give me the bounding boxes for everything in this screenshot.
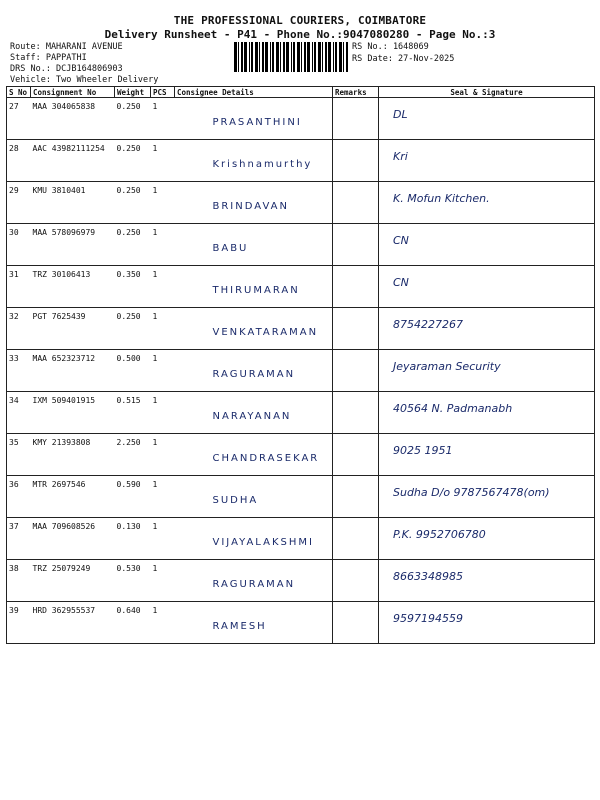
runsheet-title: Delivery Runsheet - P41 - Phone No.:9047080280 - Page No.:3 [104, 28, 496, 41]
table-row [7, 224, 595, 266]
table-row [7, 308, 595, 350]
row-consignment-no: MAA 652323712 [31, 350, 115, 392]
row-pcs: 1 [151, 392, 175, 434]
barcode-image [234, 42, 348, 72]
row-seal-signature [379, 308, 595, 350]
handwritten-consignee-name: NARAYANAN [212, 411, 292, 422]
handwritten-signature: 8663348985 [393, 570, 463, 583]
row-consignment-no: MAA 578096979 [31, 224, 115, 266]
col-header-pcs: PCS [151, 87, 175, 98]
handwritten-consignee-name: VIJAYALAKSHMI [212, 537, 314, 548]
row-consignee-details [175, 602, 333, 644]
row-consignee-details [175, 476, 333, 518]
row-sno: 29 [7, 182, 31, 224]
row-weight: 2.250 [115, 434, 151, 476]
row-weight: 0.130 [115, 518, 151, 560]
runsheet-table [6, 86, 595, 644]
row-consignment-no: AAC 43982111254 [31, 140, 115, 182]
rs-number: RS No.: 1648069 [352, 42, 429, 52]
row-consignment-no: MAA 304065838 [31, 98, 115, 140]
col-header-remarks: Remarks [333, 87, 379, 98]
row-weight: 0.350 [115, 266, 151, 308]
row-consignee-details [175, 518, 333, 560]
handwritten-consignee-name: VENKATARAMAN [212, 327, 319, 338]
handwritten-consignee-name: RAGURAMAN [212, 369, 296, 380]
row-consignment-no: HRD 362955537 [31, 602, 115, 644]
row-consignment-no: TRZ 30106413 [31, 266, 115, 308]
row-pcs: 1 [151, 308, 175, 350]
row-remarks [333, 602, 379, 644]
table-row [7, 182, 595, 224]
row-consignee-details [175, 434, 333, 476]
handwritten-signature: Jeyaraman Security [393, 360, 501, 373]
row-consignee-details [175, 182, 333, 224]
row-seal-signature [379, 476, 595, 518]
row-remarks [333, 266, 379, 308]
row-sno: 34 [7, 392, 31, 434]
table-row [7, 560, 595, 602]
row-remarks [333, 224, 379, 266]
row-seal-signature [379, 182, 595, 224]
handwritten-consignee-name: Krishnamurthy [212, 159, 313, 170]
row-consignment-no: KMY 21393808 [31, 434, 115, 476]
row-pcs: 1 [151, 266, 175, 308]
handwritten-signature: CN [393, 276, 409, 289]
table-row [7, 392, 595, 434]
row-seal-signature [379, 560, 595, 602]
row-consignee-details [175, 224, 333, 266]
table-row [7, 350, 595, 392]
drs-label: DRS No.: DCJB164806903 [10, 64, 123, 74]
row-seal-signature [379, 350, 595, 392]
staff-label: Staff: PAPPATHI [10, 53, 87, 63]
row-pcs: 1 [151, 224, 175, 266]
row-consignee-details [175, 560, 333, 602]
col-header-sno: S No [7, 87, 31, 98]
row-seal-signature [379, 224, 595, 266]
row-consignment-no: MTR 2697546 [31, 476, 115, 518]
row-sno: 28 [7, 140, 31, 182]
row-remarks [333, 560, 379, 602]
row-sno: 39 [7, 602, 31, 644]
row-sno: 37 [7, 518, 31, 560]
handwritten-consignee-name: THIRUMARAN [212, 285, 300, 296]
row-remarks [333, 434, 379, 476]
row-sno: 35 [7, 434, 31, 476]
row-remarks [333, 182, 379, 224]
row-pcs: 1 [151, 182, 175, 224]
row-sno: 31 [7, 266, 31, 308]
handwritten-consignee-name: PRASANTHINI [212, 117, 302, 128]
row-weight: 0.250 [115, 98, 151, 140]
row-remarks [333, 308, 379, 350]
row-sno: 33 [7, 350, 31, 392]
handwritten-signature: 9597194559 [393, 612, 463, 625]
handwritten-consignee-name: RAMESH [212, 621, 267, 632]
col-header-weight: Weight [115, 87, 151, 98]
col-header-seal: Seal & Signature [379, 87, 595, 98]
row-pcs: 1 [151, 602, 175, 644]
handwritten-signature: K. Mofun Kitchen. [393, 192, 490, 205]
row-seal-signature [379, 392, 595, 434]
handwritten-signature: Sudha D/o 9787567478(om) [393, 486, 550, 499]
table-row [7, 98, 595, 140]
row-seal-signature [379, 140, 595, 182]
row-remarks [333, 350, 379, 392]
row-weight: 0.250 [115, 224, 151, 266]
company-title: THE PROFESSIONAL COURIERS, COIMBATORE [173, 14, 427, 27]
row-consignment-no: MAA 709608526 [31, 518, 115, 560]
row-consignee-details [175, 350, 333, 392]
handwritten-signature: P.K. 9952706780 [393, 528, 486, 541]
row-consignment-no: IXM 509401915 [31, 392, 115, 434]
handwritten-consignee-name: CHANDRASEKAR [212, 453, 320, 464]
row-weight: 0.530 [115, 560, 151, 602]
handwritten-signature: 8754227267 [393, 318, 463, 331]
row-weight: 0.250 [115, 182, 151, 224]
row-weight: 0.590 [115, 476, 151, 518]
row-remarks [333, 392, 379, 434]
col-header-consignment: Consignment No [31, 87, 115, 98]
row-pcs: 1 [151, 98, 175, 140]
row-sno: 36 [7, 476, 31, 518]
table-row [7, 602, 595, 644]
row-sno: 30 [7, 224, 31, 266]
rs-date: RS Date: 27-Nov-2025 [352, 54, 455, 64]
table-row [7, 518, 595, 560]
row-consignee-details [175, 308, 333, 350]
row-consignee-details [175, 266, 333, 308]
row-weight: 0.500 [115, 350, 151, 392]
row-pcs: 1 [151, 434, 175, 476]
row-remarks [333, 98, 379, 140]
row-pcs: 1 [151, 518, 175, 560]
row-pcs: 1 [151, 476, 175, 518]
row-pcs: 1 [151, 140, 175, 182]
row-remarks [333, 518, 379, 560]
row-seal-signature [379, 98, 595, 140]
table-header-row [7, 87, 595, 98]
row-sno: 38 [7, 560, 31, 602]
handwritten-signature: 40564 N. Padmanabh [393, 402, 513, 415]
col-header-details: Consignee Details [175, 87, 333, 98]
row-consignment-no: TRZ 25079249 [31, 560, 115, 602]
handwritten-consignee-name: BRINDAVAN [212, 201, 289, 212]
table-row [7, 476, 595, 518]
handwritten-signature: CN [393, 234, 409, 247]
row-sno: 32 [7, 308, 31, 350]
row-pcs: 1 [151, 560, 175, 602]
row-seal-signature [379, 518, 595, 560]
table-row [7, 434, 595, 476]
handwritten-signature: DL [393, 108, 408, 121]
vehicle-label: Vehicle: Two Wheeler Delivery [10, 75, 159, 85]
row-seal-signature [379, 434, 595, 476]
handwritten-signature: 9025 1951 [393, 444, 453, 457]
table-row [7, 140, 595, 182]
row-seal-signature [379, 266, 595, 308]
handwritten-signature: Kri [393, 150, 408, 163]
row-seal-signature [379, 602, 595, 644]
table-row [7, 266, 595, 308]
route-label: Route: MAHARANI AVENUE [10, 42, 123, 52]
row-remarks [333, 140, 379, 182]
row-remarks [333, 476, 379, 518]
row-consignee-details [175, 98, 333, 140]
handwritten-consignee-name: SUDHA [212, 495, 259, 506]
row-consignment-no: KMU 3810401 [31, 182, 115, 224]
row-weight: 0.250 [115, 140, 151, 182]
row-sno: 27 [7, 98, 31, 140]
row-weight: 0.515 [115, 392, 151, 434]
row-weight: 0.640 [115, 602, 151, 644]
row-consignee-details [175, 392, 333, 434]
row-weight: 0.250 [115, 308, 151, 350]
row-consignee-details [175, 140, 333, 182]
handwritten-consignee-name: RAGURAMAN [212, 579, 296, 590]
row-pcs: 1 [151, 350, 175, 392]
row-consignment-no: PGT 7625439 [31, 308, 115, 350]
handwritten-consignee-name: BABU [212, 243, 249, 254]
